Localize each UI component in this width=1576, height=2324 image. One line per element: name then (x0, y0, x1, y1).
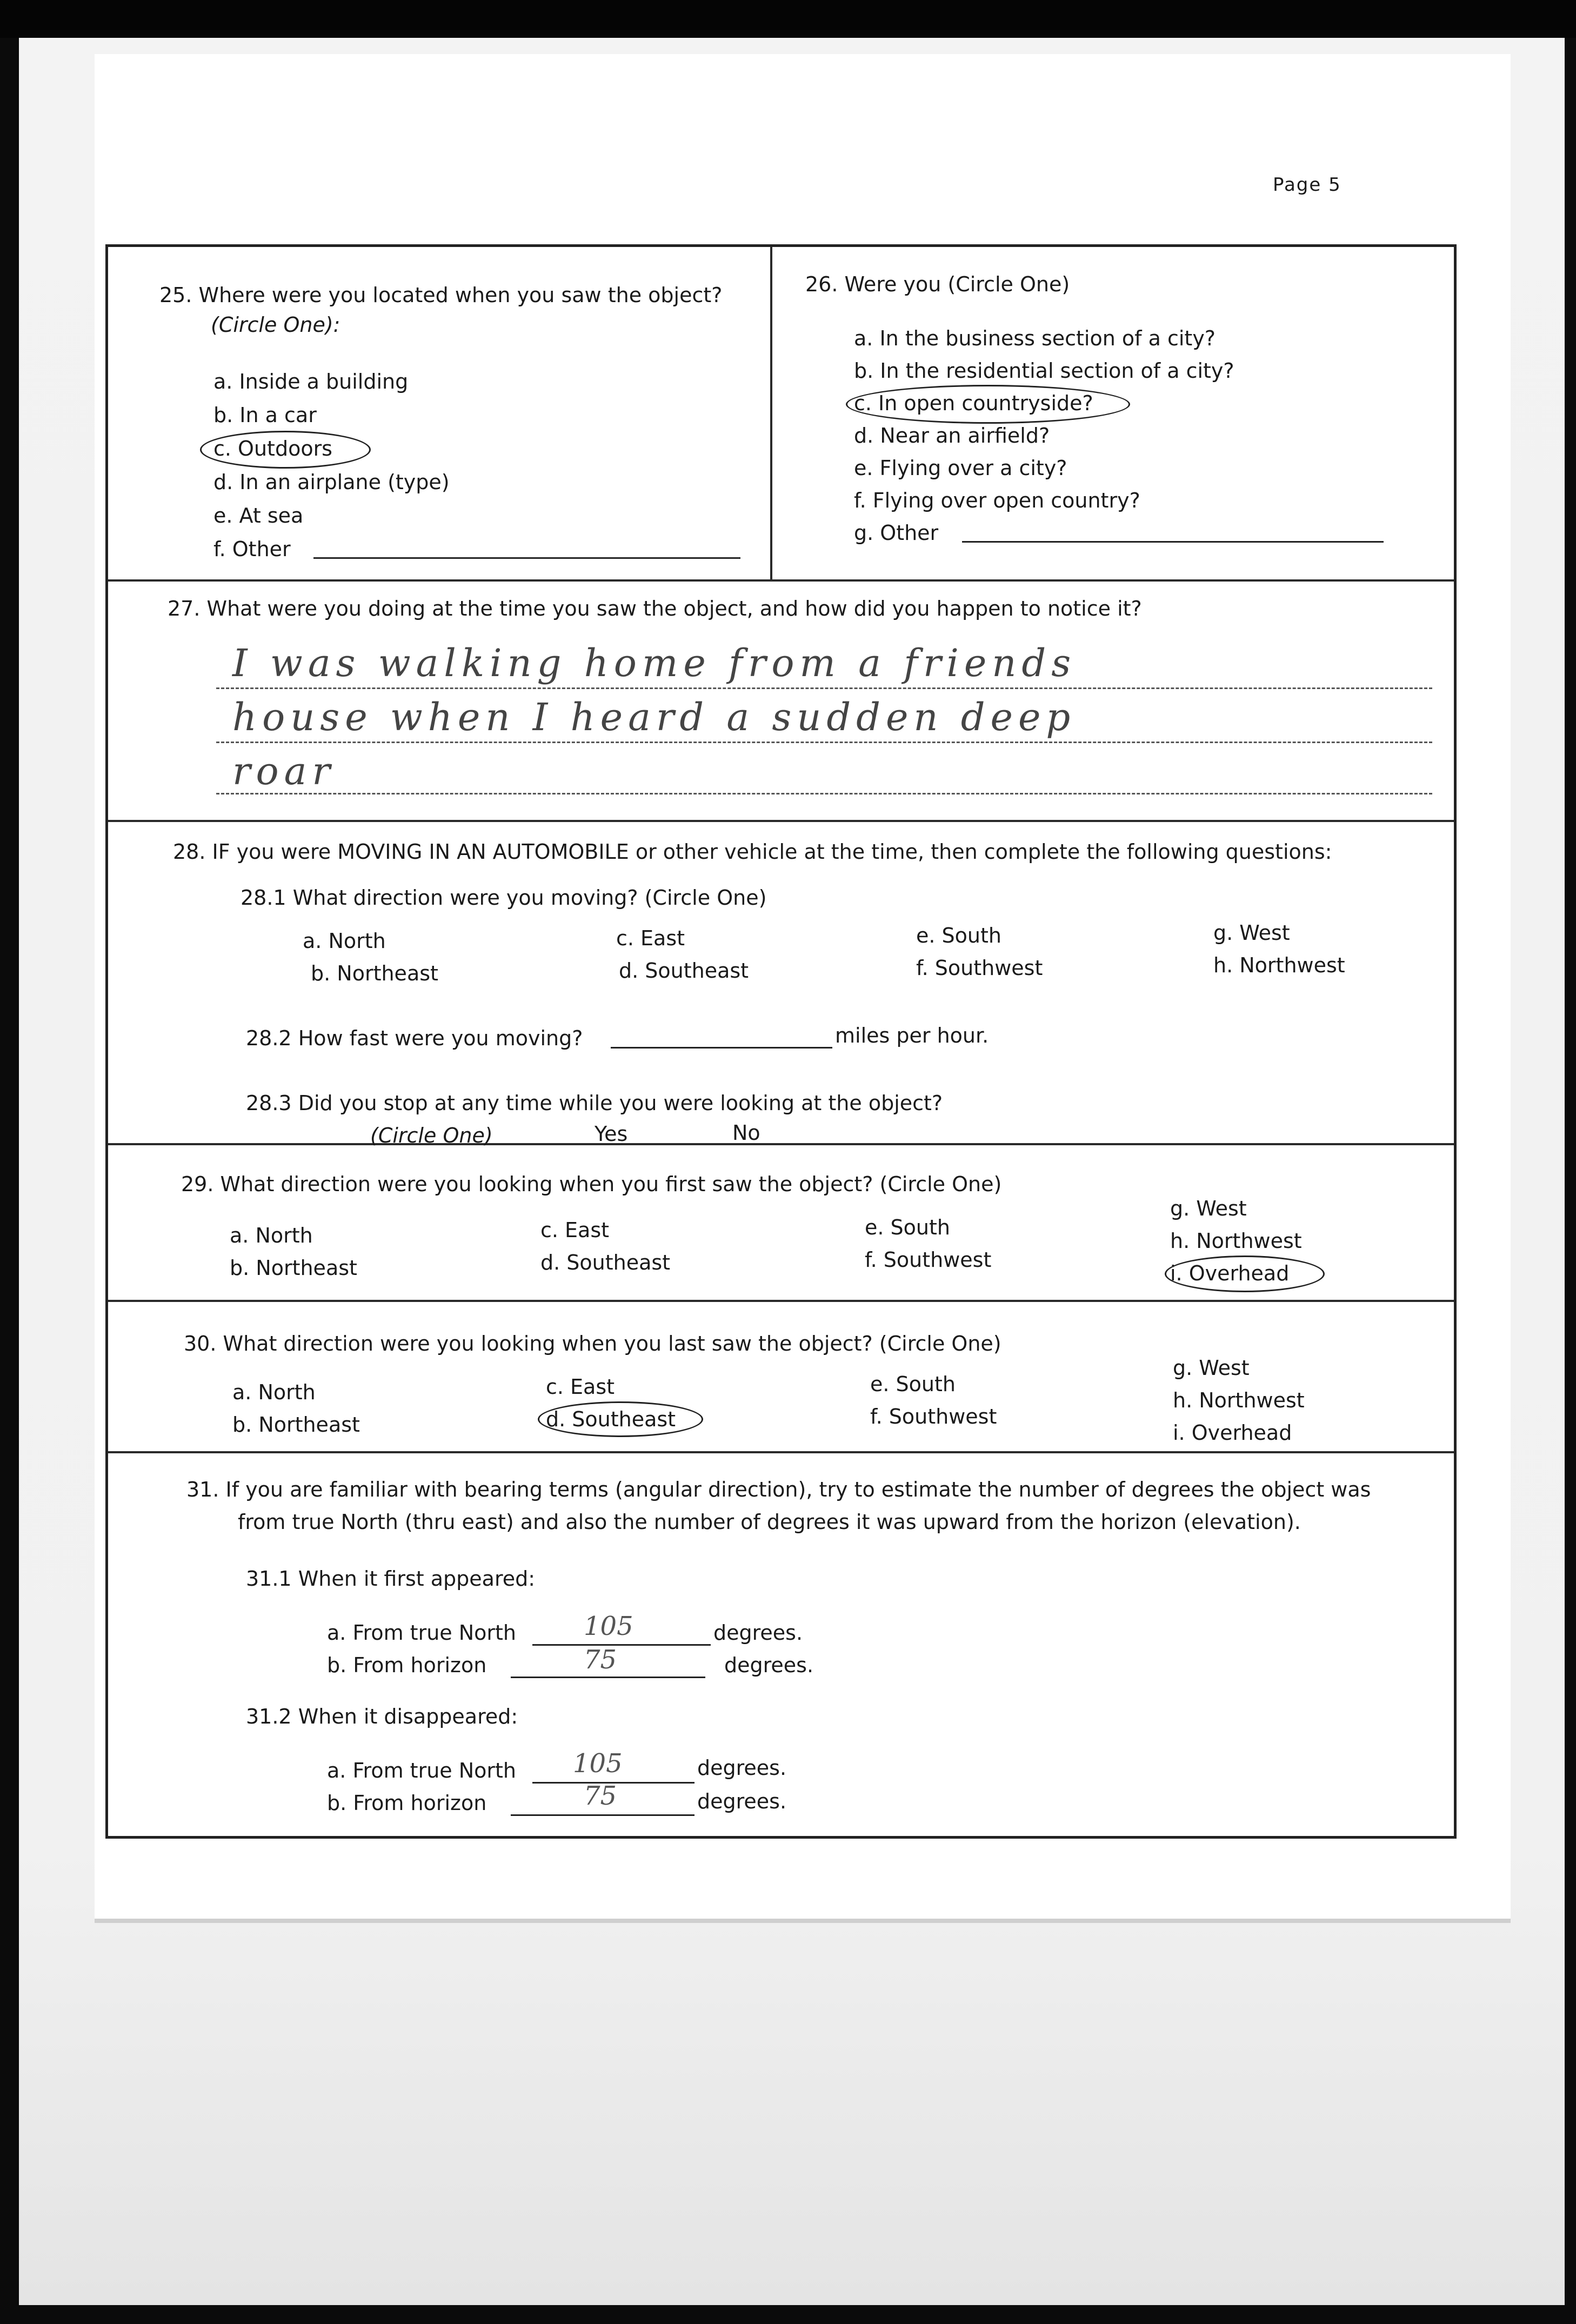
q31-2-from-horizon-label: b. From horizon (327, 1791, 487, 1815)
q25-instruction: (Circle One): (211, 313, 340, 337)
q30-option-h[interactable]: h. Northwest (1173, 1388, 1305, 1412)
q28-direction-c[interactable]: c. East (616, 926, 685, 950)
divider-27-28 (108, 820, 1454, 822)
q30-option-e[interactable]: e. South (870, 1372, 956, 1396)
q31-1-from-horizon-label: b. From horizon (327, 1653, 487, 1677)
q25-other-blank[interactable] (313, 557, 740, 559)
q30-option-d[interactable]: d. Southeast (546, 1407, 676, 1431)
q27-answer-line-3: roar (232, 749, 336, 793)
q26-question: 26. Were you (Circle One) (805, 272, 1070, 296)
q25-question: 25. Where were you located when you saw the object? (159, 283, 723, 307)
q31-1-heading: 31.1 When it first appeared: (246, 1567, 536, 1591)
q29-option-i[interactable]: i. Overhead (1170, 1261, 1290, 1285)
q31-1-north-value: 105 (584, 1611, 633, 1641)
q30-option-c[interactable]: c. East (546, 1375, 615, 1399)
q28-direction-f[interactable]: f. Southwest (916, 956, 1043, 980)
q31-text-line-1: 31. If you are familiar with bearing terms (angular direction), try to estimate the number of degrees the object was (186, 1478, 1371, 1501)
q29-option-h[interactable]: h. Northwest (1170, 1229, 1302, 1253)
q31-2-horizon-value: 75 (584, 1781, 617, 1811)
q30-option-i[interactable]: i. Overhead (1173, 1421, 1292, 1445)
q27-answer-line-2: house when I heard a sudden deep (232, 695, 1076, 739)
q29-question: 29. What direction were you looking when you first saw the object? (Circle One) (181, 1172, 1002, 1196)
q31-2-horizon-degrees: degrees. (697, 1789, 787, 1813)
q26-option-d[interactable]: d. Near an airfield? (854, 424, 1050, 448)
q25-option-e[interactable]: e. At sea (213, 504, 304, 527)
q26-option-f[interactable]: f. Flying over open country? (854, 489, 1140, 512)
q30-selected-circle (538, 1401, 703, 1437)
q28-3-yes[interactable]: Yes (595, 1122, 628, 1146)
q28-intro: 28. IF you were MOVING IN AN AUTOMOBILE or other vehicle at the time, then complete the following questions: (173, 840, 1332, 864)
q26-selected-circle (846, 385, 1130, 424)
q29-option-b[interactable]: b. Northeast (230, 1256, 357, 1280)
q26-other-blank[interactable] (962, 541, 1384, 543)
q28-speed-blank[interactable] (611, 1047, 832, 1049)
q28-direction-d[interactable]: d. Southeast (619, 959, 749, 983)
q31-2-north-value: 105 (573, 1748, 623, 1779)
q29-selected-circle (1165, 1256, 1325, 1292)
q31-2-horizon-blank[interactable] (511, 1814, 694, 1816)
q29-option-d[interactable]: d. Southeast (540, 1251, 671, 1274)
q25-selected-circle (200, 431, 371, 469)
q28-2-suffix: miles per hour. (835, 1024, 989, 1047)
q31-2-north-degrees: degrees. (697, 1756, 787, 1780)
divider-29-30 (108, 1300, 1454, 1302)
q31-1-horizon-value: 75 (584, 1645, 617, 1675)
q25-option-c[interactable]: c. Outdoors (213, 437, 332, 460)
q28-1-question: 28.1 What direction were you moving? (Circle One) (241, 886, 767, 910)
q31-2-heading: 31.2 When it disappeared: (246, 1705, 518, 1728)
q25-option-d[interactable]: d. In an airplane (type) (213, 470, 450, 494)
q31-text-line-2: from true North (thru east) and also the number of degrees it was upward from the horizon (elevation). (238, 1510, 1301, 1534)
divider-30-31 (108, 1451, 1454, 1453)
divider-28-29 (108, 1143, 1454, 1145)
q27-rule-3 (216, 793, 1432, 794)
q26-option-a[interactable]: a. In the business section of a city? (854, 326, 1216, 350)
q28-3-no[interactable]: No (732, 1121, 760, 1145)
q31-1-north-blank[interactable] (532, 1644, 711, 1646)
q29-option-c[interactable]: c. East (540, 1218, 610, 1242)
q25-option-a[interactable]: a. Inside a building (213, 370, 409, 393)
q26-option-c[interactable]: c. In open countryside? (854, 391, 1093, 415)
q29-option-f[interactable]: f. Southwest (865, 1248, 992, 1272)
q26-option-g[interactable]: g. Other (854, 521, 939, 545)
q30-option-a[interactable]: a. North (232, 1380, 316, 1404)
q31-1-horizon-degrees: degrees. (724, 1653, 814, 1677)
q30-option-b[interactable]: b. Northeast (232, 1413, 360, 1437)
q31-1-from-north-label: a. From true North (327, 1621, 517, 1645)
q28-direction-a[interactable]: a. North (303, 929, 386, 953)
q30-option-f[interactable]: f. Southwest (870, 1405, 997, 1428)
q28-direction-e[interactable]: e. South (916, 924, 1001, 947)
q28-3-question: 28.3 Did you stop at any time while you were looking at the object? (246, 1091, 943, 1115)
q31-2-from-north-label: a. From true North (327, 1759, 517, 1782)
q29-option-e[interactable]: e. South (865, 1216, 950, 1239)
q30-question: 30. What direction were you looking when you last saw the object? (Circle One) (184, 1332, 1001, 1355)
q29-option-a[interactable]: a. North (230, 1224, 313, 1247)
q27-rule-2 (216, 742, 1432, 743)
q31-1-horizon-blank[interactable] (511, 1677, 705, 1678)
q26-option-e[interactable]: e. Flying over a city? (854, 456, 1067, 480)
q28-2-question: 28.2 How fast were you moving? (246, 1026, 583, 1050)
q26-option-b[interactable]: b. In the residential section of a city? (854, 359, 1234, 383)
q25-option-b[interactable]: b. In a car (213, 403, 317, 427)
q27-rule-1 (216, 687, 1432, 689)
q25-option-f[interactable]: f. Other (213, 537, 291, 561)
q27-answer-line-1: I was walking home from a friends (232, 641, 1077, 685)
q31-1-north-degrees: degrees. (713, 1621, 803, 1645)
questionnaire-form (105, 244, 1457, 1839)
page-number: Page 5 (1273, 174, 1341, 196)
q28-direction-h[interactable]: h. Northwest (1213, 953, 1345, 977)
q27-question: 27. What were you doing at the time you saw the object, and how did you happen to notice it? (168, 597, 1142, 620)
q28-direction-g[interactable]: g. West (1213, 921, 1290, 945)
divider-25-26 (770, 247, 772, 579)
divider-25-27 (108, 579, 1454, 582)
q28-direction-b[interactable]: b. Northeast (311, 961, 438, 985)
q29-option-g[interactable]: g. West (1170, 1197, 1247, 1220)
scan-top-edge (0, 0, 1576, 38)
q28-3-instruction: (Circle One) (370, 1124, 493, 1147)
q30-option-g[interactable]: g. West (1173, 1356, 1250, 1380)
